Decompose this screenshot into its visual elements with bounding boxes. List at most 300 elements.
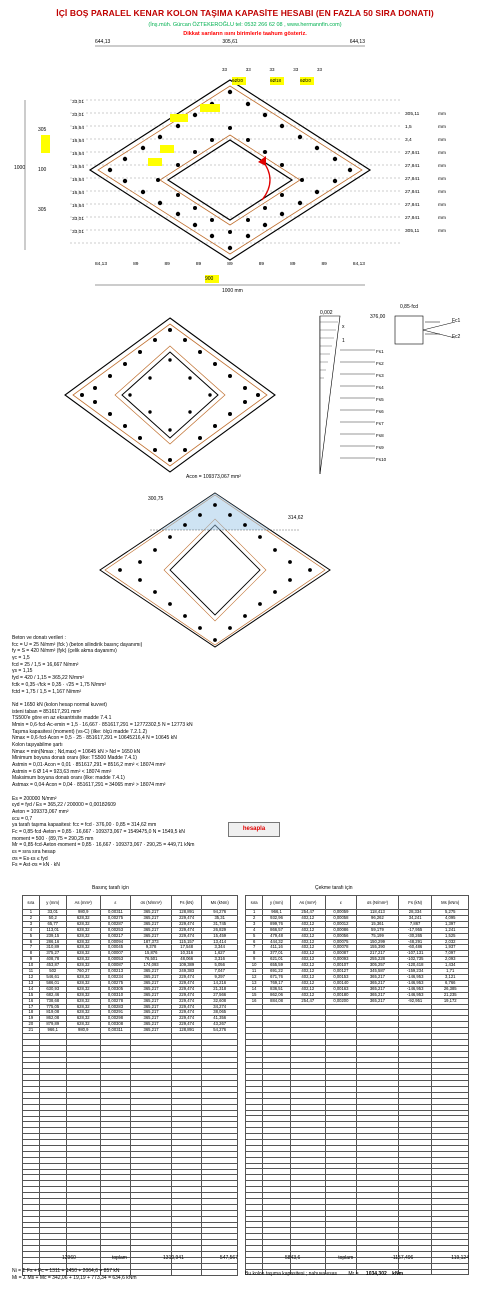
table-cell: 21,235 [432, 992, 469, 998]
table-cell: 966,1 [263, 910, 291, 916]
table-header-row [246, 896, 469, 910]
right-totals: 5843,6 toplam -1157,496 119,124 [285, 1255, 469, 1261]
table-cell: 13,414 [202, 939, 238, 945]
table-cell: 174,093 [131, 963, 172, 969]
table-cell: 0,00059 [325, 910, 356, 916]
table-cell: 884,08 [263, 998, 291, 1004]
column-header: sıra [246, 896, 263, 910]
table-cell: -159,234 [398, 969, 432, 975]
force-labels: Fs1 Fs2 Fs3 Fs4 Fs5 Fs6 Fs7 Fs8 Fs9 Fs10 [376, 349, 387, 462]
table-cell: 0,00140 [325, 980, 356, 986]
table-cell: 0,00078 [325, 945, 356, 951]
table-cell: 966,1 [39, 1028, 66, 1034]
table-cell: 402,12 [290, 939, 325, 945]
table-cell: 628,32 [66, 986, 100, 992]
table-cell: 628,32 [66, 951, 100, 957]
table-cell: 402,12 [290, 915, 325, 921]
right-dims: 305,11 1,5 3,4 27,841 27,841 27,841 27,841 27,841 27,841 305,11 [405, 112, 420, 234]
table-cell: 305,257 [357, 963, 399, 969]
table-cell: 75,199 [357, 933, 399, 939]
table-cell: 0,00200 [325, 998, 356, 1004]
table-cell [202, 1269, 238, 1275]
table-cell: 3,344 [202, 945, 238, 951]
table-cell: 365,217 [131, 969, 172, 975]
table-cell: 628,32 [66, 921, 100, 927]
warning-line: Dikkat sarıların ısını birimlerle taahum gösteriz. [183, 31, 307, 37]
table-cell: 0,00180 [325, 992, 356, 998]
table-cell: 365,217 [131, 933, 172, 939]
table-cell: 229,474 [171, 1022, 202, 1028]
table-cell: 377,01 [263, 951, 291, 957]
table-cell: 365,217 [131, 992, 172, 998]
table-cell: 27,566 [202, 992, 238, 998]
column-header: Ms (kNm) [432, 896, 469, 910]
table-cell: 0,00093 [325, 957, 356, 963]
right-table-title: Çekme tarafı için [315, 885, 353, 891]
table-cell: 229,474 [171, 986, 202, 992]
table-cell: 118,413 [357, 910, 399, 916]
table-cell: 586,01 [39, 980, 66, 986]
table-cell: 402,12 [290, 951, 325, 957]
concrete-area-label: Acon = 109373,067 mm² [186, 474, 241, 480]
table-cell: 2,032 [432, 939, 469, 945]
table-cell: 14 [23, 986, 40, 992]
table-cell: 0,00045 [100, 945, 131, 951]
table-cell: 760,27 [66, 969, 100, 975]
table-cell: 9 [246, 957, 263, 963]
table-cell [171, 1269, 202, 1275]
table-cell: 1 [246, 910, 263, 916]
table-cell: 21 [23, 1028, 40, 1034]
table-cell: 310,89 [39, 945, 66, 951]
table-cell: 3,121 [432, 974, 469, 980]
table-cell: 229,474 [171, 992, 202, 998]
table-cell: 453,87 [39, 963, 66, 969]
table-cell: 8 [23, 951, 40, 957]
table-cell: -30,265 [398, 933, 432, 939]
table-cell: 402,12 [290, 986, 325, 992]
table-cell: 7 [23, 945, 40, 951]
table-cell: 254,47 [290, 910, 325, 916]
table-cell: 9,297 [202, 974, 238, 980]
table-cell: 229,474 [171, 974, 202, 980]
table-cell: 365,217 [357, 992, 399, 998]
table-cell: 34,274 [202, 1004, 238, 1010]
tension-table [245, 895, 469, 1275]
column-header: Fs (kN) [171, 896, 202, 910]
top-dimensions: 644,13 305,61 644,13 [95, 39, 365, 45]
table-cell: 6 [23, 939, 40, 945]
table-cell: 402,12 [290, 927, 325, 933]
table-cell: -48,291 [398, 939, 432, 945]
top-bar-labels: 33 33 33 33 33 [222, 67, 322, 72]
table-cell: 365,217 [131, 998, 172, 1004]
table-cell: 738,68 [39, 998, 66, 1004]
table-cell: 0,00127 [325, 969, 356, 975]
table-cell: 0,00087 [325, 951, 356, 957]
table-cell: 0,00253 [100, 927, 131, 933]
table-cell: 41,356 [202, 1016, 238, 1022]
table-cell: -120,418 [398, 963, 432, 969]
column-header: y (mm) [39, 896, 66, 910]
table-cell: 20 [23, 1022, 40, 1028]
table-cell: 836,51 [263, 986, 291, 992]
table-cell: 0,00308 [100, 1022, 131, 1028]
table-cell: 402,12 [290, 933, 325, 939]
dim-a: 314,62 [288, 515, 304, 521]
table-cell: 402,12 [290, 974, 325, 980]
table-cell: 54,276 [202, 1028, 238, 1034]
table-cell: 502 [39, 969, 66, 975]
table-cell: 345,587 [357, 969, 399, 975]
table-cell: 682,46 [39, 992, 66, 998]
table-cell: 1,241 [432, 927, 469, 933]
table-cell: 11 [23, 969, 40, 975]
table-cell: 7,867 [398, 921, 432, 927]
table-cell: 0,00007 [100, 951, 131, 957]
table-cell: 128,891 [171, 910, 202, 916]
table-cell: 17,548 [171, 945, 202, 951]
table-cell: 15,459 [202, 933, 238, 939]
table-cell: 0,00275 [100, 915, 131, 921]
table-cell: 365,217 [357, 980, 399, 986]
left-height-label: 1000 [14, 165, 26, 171]
table-cell: 76,501 [131, 957, 172, 963]
table-cell: 365,217 [131, 910, 172, 916]
table-cell: 671,76 [263, 974, 291, 980]
table-cell: 109,389 [171, 963, 202, 969]
table-cell: 628,32 [66, 1004, 100, 1010]
table-cell: 217,217 [357, 951, 399, 957]
table-cell: 365,217 [131, 927, 172, 933]
table-cell: 0,00310 [100, 992, 131, 998]
table-cell: -107,131 [398, 951, 432, 957]
table-cell: 21,318 [202, 986, 238, 992]
table-cell: 408,78 [39, 957, 66, 963]
table-cell: 0,00086 [325, 927, 356, 933]
table-cell: 26,385 [432, 986, 469, 992]
table-cell: 365,217 [131, 1022, 172, 1028]
table-cell: 38,065 [202, 1010, 238, 1016]
column-header: As (mm²) [290, 896, 325, 910]
table-cell: 15,361 [357, 921, 399, 927]
table-cell: 980,9 [66, 1028, 100, 1034]
table-cell: 15 [23, 992, 40, 998]
table-cell: 65,77 [39, 921, 66, 927]
calculate-button[interactable]: hesapla [228, 822, 280, 837]
table-cell: 0,00107 [325, 963, 356, 969]
table-cell: 0,00094 [100, 939, 131, 945]
table-cell: 17 [23, 1004, 40, 1010]
table-cell: 1,71 [432, 969, 469, 975]
column-header: σs (N/mm²) [357, 896, 399, 910]
compression-table [22, 895, 238, 1276]
bottom-total: 1000 mm [222, 288, 243, 294]
table-cell: 239,15 [39, 933, 66, 939]
table-cell: 932,96 [263, 915, 291, 921]
table-cell: 33,01 [39, 910, 66, 916]
table-cell: 16 [246, 998, 263, 1004]
table-cell: 365,217 [131, 980, 172, 986]
table-cell: 365,217 [131, 921, 172, 927]
table-cell: 628,32 [66, 915, 100, 921]
table-cell: 769,17 [263, 980, 291, 986]
table-cell: -60,486 [398, 945, 432, 951]
table-cell: 32,608 [202, 998, 238, 1004]
dim-b: 300,75 [148, 496, 164, 502]
table-cell: 3,316 [202, 957, 238, 963]
table-cell: 31,745 [202, 921, 238, 927]
table-cell: 402,12 [290, 980, 325, 986]
table-cell: 35,31 [202, 915, 238, 921]
column-header: Ms (kNm) [202, 896, 238, 910]
table-cell: 365,217 [131, 1016, 172, 1022]
table-cell: 628,32 [66, 963, 100, 969]
table-cell: 229,474 [171, 915, 202, 921]
table-cell: -146,953 [398, 980, 432, 986]
table-cell: 0,00163 [325, 986, 356, 992]
table-cell: 43,267 [202, 1022, 238, 1028]
table-cell: 34,241 [398, 915, 432, 921]
left-table-title: Basınç tarafı için [92, 885, 129, 891]
table-cell: 621,01 [263, 957, 291, 963]
table-cell [131, 1269, 172, 1275]
table-cell: 0,00305 [100, 986, 131, 992]
table-cell: 628,32 [66, 933, 100, 939]
table-cell: 819,08 [39, 1010, 66, 1016]
table-cell: 15,876 [131, 951, 172, 957]
table-cell: 229,474 [171, 998, 202, 1004]
table-cell: 402,12 [290, 921, 325, 927]
column-header: sıra [23, 896, 40, 910]
table-cell: 0,00278 [100, 998, 131, 1004]
table-cell: 628,32 [66, 957, 100, 963]
table-cell: 628,32 [66, 980, 100, 986]
table-cell: 411,16 [263, 945, 291, 951]
table-cell: 155,390 [357, 945, 399, 951]
result-line: Bu kolon taşıma kapasitesi ; nahuva esas Mr = 1034,302 kNm [245, 1271, 404, 1277]
table-cell [398, 1269, 432, 1275]
left-big-dims: 305 100 305 [38, 127, 47, 213]
table-cell: 286,16 [39, 939, 66, 945]
table-cell: 0,00056 [325, 933, 356, 939]
table-cell: -146,953 [398, 974, 432, 980]
table-cell: 18 [23, 1010, 40, 1016]
table-cell: 365,217 [131, 915, 172, 921]
table-cell: 0,00213 [100, 969, 131, 975]
table-cell: 1 [23, 910, 40, 916]
table-cell: 0,00283 [100, 1004, 131, 1010]
table-cell: 1,434 [432, 963, 469, 969]
table-cell: 0,00234 [100, 974, 131, 980]
table-cell: 5 [23, 933, 40, 939]
table-cell: 115,157 [171, 939, 202, 945]
table-cell: 365,217 [357, 998, 399, 1004]
table-cell: 0,00291 [100, 1010, 131, 1016]
table-cell: 94,276 [202, 910, 238, 916]
table-cell: 4 [23, 927, 40, 933]
table-cell: 7,047 [202, 969, 238, 975]
table-cell: 862,08 [39, 1016, 66, 1022]
table-cell: 15 [246, 992, 263, 998]
table-cell: 0,00153 [325, 974, 356, 980]
table-cell: 479,48 [263, 933, 291, 939]
table-cell: 6,766 [432, 980, 469, 986]
table-cell: 7,097 [432, 951, 469, 957]
table-cell: 365,217 [357, 974, 399, 980]
footer-sums: Ni = Σ Fs + Fc = 1311 + 1450 + 2064,6 = 857 kN Mi = Σ Ms + Mc = 342,06 + 19,19 + 773,34 = 634,6 kNm [12, 1268, 137, 1281]
bottom-dims: 900 [205, 276, 214, 282]
table-cell: 4 [246, 927, 263, 933]
right-units: mm mm mm mm mm mm mm mm mm mm [438, 112, 446, 234]
table-cell: 14 [246, 986, 263, 992]
table-cell: 365,217 [131, 986, 172, 992]
table-cell: 16 [23, 998, 40, 1004]
table-cell: 691,22 [263, 969, 291, 975]
table-cell: 444,32 [263, 939, 291, 945]
left-row-dims: 33,01 33,01 16,64 16,64 16,64 16,64 16,64 16,64 16,64 33,01 33,01 [72, 100, 85, 235]
table-cell: 365,217 [131, 1004, 172, 1010]
table-cell: 402,12 [290, 945, 325, 951]
table-cell: 628,32 [66, 974, 100, 980]
column-header: ε [100, 896, 131, 910]
table-cell: 862,06 [263, 992, 291, 998]
table-cell: 899,76 [263, 921, 291, 927]
table-cell: 365,217 [357, 986, 399, 992]
table-cell: 365,217 [131, 974, 172, 980]
table-cell: 26,829 [202, 927, 238, 933]
table-cell: 628,32 [66, 927, 100, 933]
table-cell: 628,32 [66, 998, 100, 1004]
table-cell: 11 [246, 969, 263, 975]
table-cell: 229,474 [171, 933, 202, 939]
table-cell: 1,525 [432, 933, 469, 939]
table-cell: -92,951 [398, 998, 432, 1004]
table-cell: 1,937 [432, 945, 469, 951]
left-totals: 12960 toplam 1310,941 547,567 [62, 1255, 238, 1261]
table-cell: 229,474 [171, 1010, 202, 1016]
table-cell: 628,32 [66, 945, 100, 951]
table-cell: 10 [23, 963, 40, 969]
table-cell: 866,57 [263, 927, 291, 933]
table-cell: -102,735 [398, 957, 432, 963]
table-cell: -146,953 [398, 992, 432, 998]
table-cell: 0,00087 [100, 963, 131, 969]
table-cell: 0,00075 [325, 939, 356, 945]
table-cell: 775,05 [39, 1004, 66, 1010]
table-cell: 229,474 [171, 1004, 202, 1010]
input-block: Beton ve donatı verileri : fcc = U = 25 N/mm² (fck ) (beton silindirik basınç dayanımı) fy = S = 420 N/mm² (fyk) (çelik akma dayanımı) γc = 1,5 fcd = 25 / 1,5 = 16,667 N/mm² γs = 1,15 fyd = 420 / 1,15 = 365,22 N/mm² fctk = 0,35·√fck = 0,35 · √25 = 1,75 N/mm² fctd = 1,75 / 1,5 = 1,167 N/mm² Nd = 1650 kN (kolon hesap normal kuvvet) isteni taban = 851617,291 mm² TS500'e göre en az eksantrisite madde 7.4.1 Mmin = 0,6·fcd·Ac·emin = 1,5 · 16,667 · 851617,291 = 12772302,5 N = 12773 kN Taşıma kapasitesi (moment) (vs-C) (ilke: ölçü madde 7.2.1.2) Nmax = 0,6·fcd·Acon = 0,5 · 25 · 851617,291 = 10645216,4 N = 10645 kN Kolon taşıyabilme şartı Nmax = min(Nmax ; Nd,max) = 10645 kN > Nd = 1650 kN Minimum boyuna donatı oranı (ilke: TS500 Madde 7.4.1) Astmin = 0,01·Acon = 0,01 · 851617,291 = 8516,2 mm² < 18074 mm² Astmin = 6 Ø 14 = 923,63 mm² < 18074 mm² Maksimum boyuna donatı oranı (ilke: madde 7.4.1) Astmax = 0,04·Acon = 0,04 · 851617,291 = 34065 mm² > 18074 mm² Es = 200000 N/mm² εyd = fyd / Es = 365,22 / 200000 = 0,00182609 Aeton = 109373,067 mm² εcu = 0,7 ya tarafı taşıma kapasitesi: fcc = fcd · 376,00 · 0,85 = 314,62 mm Fc = 0,85·fcd·Aeton = 0,85 · 16,667 · 109373,067 = 1549475,0 N = 1549,5 kN moment = 500 · (89,75 = 290,25 mm Mr = 0,85·fcd·Aeton·moment = 0,85 · 16,667 · 109373,067 · 290,25 = 449,71 kNm εs = sıra sıra hesap σs = Es·εs ≤ fyd Fs = Ast·σs = kN · kN [12, 635, 195, 869]
table-cell: 3 [23, 921, 40, 927]
table-cell: 229,474 [171, 980, 202, 986]
table-cell: 630,93 [39, 986, 66, 992]
table-cell: 655,59 [263, 963, 291, 969]
table-cell: 0,00287 [100, 921, 131, 927]
table-cell: 48,066 [171, 957, 202, 963]
table-cell: 50,2 [39, 915, 66, 921]
table-cell: 402,12 [290, 957, 325, 963]
table-cell: 12 [246, 974, 263, 980]
table-cell: 0,00311 [100, 910, 131, 916]
column-header: y (mm) [263, 896, 291, 910]
table-cell: 19 [23, 1016, 40, 1022]
table-cell: 254,47 [290, 998, 325, 1004]
table-cell: -146,953 [398, 986, 432, 992]
table-cell: 402,12 [290, 969, 325, 975]
table-cell: 879,89 [39, 1022, 66, 1028]
table-cell: 249,383 [171, 969, 202, 975]
table-cell [432, 1269, 469, 1275]
table-cell: 546,61 [39, 974, 66, 980]
table-cell: 13 [23, 980, 40, 986]
table-cell: 255,228 [357, 957, 399, 963]
worksheet: İÇİ BOŞ PARALEL KENAR KOLON TAŞIMA KAPASİTE HESABI (EN FAZLA 50 SIRA DONATI) (İnş.müh. Gürcan ÖZTEKEROĞLU tel: 0532 266 62 08 , www.hermannfin.com) Dikkat sarıların ısını birimlerle taahum gösteriz. 644,13 305,61 644,13 33 33 33 33 33 6Ø20 6Ø18 6Ø20 33,01 33,01 16,64 16,64 16,64 16,64 16,64 16,64 16,64 33,01 33,01 305 100 305 1000 305,11 1,5 3,4 27,841 27,841 27,841 27,841 27,841 27,841 305,11 mm mm mm mm mm mm mm mm mm mm 84,13 89 89 89 89 89 89 89 84,13 900 1000 mm 0,002 x 1 376,00 0,85·fcd Fc1 Fc2 Fs1 Fs2 Fs3 Fs4 Fs5 Fs6 Fs7 Fs8 Fs9 Fs10 Acon = 109373,067 mm² 300,75 314,62 Beton ve donatı verileri : fcc = U = 25 N/mm² (fck ) (beton silindirik basınç dayanımı) fy = S = 420 N/mm² (fyk) (çelik akma dayanımı) γc = 1,5 fcd = 25 / 1,5 = 16,667 N/mm² γs = 1,15 fyd = 420 / 1,15 = 365,22 N/mm² fctk = 0,35·√fck = 0,35 · √25 = 1,75 N/mm² fctd = 1,75 / 1,5 = 1,167 N/mm² Nd = 1650 kN (kolon hesap normal kuvvet) isteni taban = 851617,291 mm² TS500'e göre en az eksantrisite madde 7.4.1 Mmin = 0,6·fcd·Ac·emin = 1,5 · 16,667 · 851617,291 = 12772302,5 N = 12773 kN Taşıma kapasitesi (moment) (vs-C) (ilke: ölçü madde 7.2.1.2) Nmax = 0,6·fcd·Acon = 0,5 · 25 · 851617,291 = 10645216,4 N = 10645 kN Kolon taşıyabilme şartı Nmax = min(Nmax ; Nd,max) = 10645 kN > Nd = 1650 kN Minimum boyuna donatı oranı (ilke: TS500 Madde 7.4.1) Astmin = 0,01·Acon = 0,01 · 851617,291 = 8516,2 mm² < 18074 mm² Astmin = 6 Ø 14 = 923,63 mm² < 18074 mm² Maksimum boyuna donatı oranı (ilke: madde 7.4.1) Astmax = 0,04·Acon = 0,04 · 851617,291 = 34065 mm² > 18074 mm² Es = 200000 N/mm² εyd = fyd / Es = 365,22 / 200000 = 0,00182609 Aeton = 109373,067 mm² εcu = 0,7 ya tarafı taşıma kapasitesi: fcc = fcd · 376,00 · 0,85 = 314,62 mm Fc = 0,85·fcd·Aeton = 0,85 · 16,667 · 109373,067 = 1549475,0 N = 1549,5 kN moment = 500 · (89,75 = 290,25 mm Mr = 0,85·fcd·Aeton·moment = 0,85 · 16,667 · 109373,067 · 290,25 = 449,71 kNm εs = sıra sıra hesap σs = Es·εs ≤ fyd Fs = Ast·σs = kN · kN hesapla Basınç tarafı için Çekme tarafı için sıra y (mm) As (mm²) ε σs (N/mm²) Fs (kN) Ms (kNm) 1 33,01 980,9 0,00311 365,217 128,891 94,276 2 50,2 628,32 0,00275 365,217 229,474 35,31 3 65,77 628,32 0,00287 365,217 229,474 31,745 4 113,01 628,32 0,00253 365,217 229,474 26,829 5 239,15 628,32 0,00217 365,217 229,474 15,459 6 286,16 628,32 0,00094 187,373 115,157 13,414 7 310,89 628,32 0,00045 9,378 17,548 3,344 8 375,27 628,32 0,00007 15,876 10,316 1,627 9 408,78 628,32 0,00053 76,501 48,066 3,316 10 453,87 628,32 0,00087 174,093 109,389 5,056 11 502 760,27 0,00213 365,217 249,383 7,047 12 546,61 628,32 0,00234 365,217 229,474 9,297 13 586,01 628,32 0,00275 365,217 229,474 14,216 14 630,93 628,32 0,00305 365,217 229,474 21,318 15 682,46 628,32 0,00310 365,217 229,474 27,566 16 738,68 628,32 0,00278 365,217 229,474 32,608 17 775,05 628,32 0,00283 365,217 229,474 34,274 18 819,08 628,32 0,00291 365,217 229,474 38,065 19 862,08 628,32 0,00298 365,217 229,474 41,356 20 879,89 628,32 0,00308 365,217 229,474 43,267 21 966,1 980,9 0,00311 365,217 128,891 54,276 sıra y (mm) As (mm²) ε σs (N/mm²) Fs (kN) Ms (kNm) 1 966,1 254,47 0,00059 118,413 28,334 5,275 2 932,96 402,12 0,00058 96,262 34,241 4,095 3 899,76 402,12 0,00012 15,361 7,867 1,397 4 866,57 402,12 0,00086 59,179 -17,955 1,241 5 479,48 402,12 0,00056 75,199 -30,265 1,525 6 444,32 402,12 0,00075 150,299 -48,291 2,032 7 411,16 402,12 0,00078 155,390 -60,486 1,937 8 377,01 402,12 0,00087 217,217 -107,131 7,097 9 621,01 402,12 0,00093 255,228 -102,735 2,093 10 655,59 402,12 0,00107 305,257 -120,418 1,434 11 691,22 402,12 0,00127 345,587 -159,234 1,71 12 671,76 402,12 0,00153 365,217 -146,953 3,121 13 769,17 402,12 0,00140 365,217 -146,953 6,766 14 836,51 402,12 0,00163 365,217 -146,953 26,385 15 862,06 402,12 0,00180 365,217 -146,953 21,235 16 884,08 254,47 0,00200 365,217 -92,951 19,172 12960 toplam 1310,941 547,567 5843,6 toplam -1157,496 119,124 Ni = Σ Fs + Fc = 1311 + 1450 + 2064,6 = 857 kN Mi = Σ Ms + Mc = 342,06 + 19,19 + 773,34 = 634,6 kNm Bu kolon taşıma kapasitesi ; nahuva esas Mr = 1034,302 kNm [0, 0, 490, 1291]
table-cell: 402,12 [290, 992, 325, 998]
table-cell: 628,32 [66, 1016, 100, 1022]
table-cell: 980,9 [66, 910, 100, 916]
table-header-row [23, 896, 238, 910]
table-cell: 4,095 [432, 915, 469, 921]
table-cell: 628,32 [66, 992, 100, 998]
column-header: As (mm²) [66, 896, 100, 910]
table-cell: 8 [246, 951, 263, 957]
table-cell: 10 [246, 963, 263, 969]
table-cell: 1,397 [432, 921, 469, 927]
table-cell: 0,00012 [325, 921, 356, 927]
table-cell: 187,373 [131, 939, 172, 945]
table-cell: 628,32 [66, 939, 100, 945]
author-line: (İnş.müh. Gürcan ÖZTEKEROĞLU tel: 0532 266 62 08 , www.hermannfin.com) [148, 22, 342, 28]
table-cell: 365,217 [131, 1010, 172, 1016]
table-cell: 59,179 [357, 927, 399, 933]
table-cell: 2,093 [432, 957, 469, 963]
table-cell: 6 [246, 939, 263, 945]
table-cell: -17,955 [398, 927, 432, 933]
table-cell: 113,01 [39, 927, 66, 933]
column-header: Fs (kN) [398, 896, 432, 910]
page-title: İÇİ BOŞ PARALEL KENAR KOLON TAŞIMA KAPASİTE HESABI (EN FAZLA 50 SIRA DONATI) [56, 8, 434, 18]
table-cell: 5 [246, 933, 263, 939]
table-cell: 14,216 [202, 980, 238, 986]
table-cell: 229,474 [171, 921, 202, 927]
table-cell: 9 [23, 957, 40, 963]
table-cell: 5,056 [202, 963, 238, 969]
table-cell: 5,275 [432, 910, 469, 916]
table-cell: 0,00217 [100, 933, 131, 939]
table-cell: 13 [246, 980, 263, 986]
table-cell: 628,32 [66, 1010, 100, 1016]
table-cell: 9,378 [131, 945, 172, 951]
table-cell: 2 [23, 915, 40, 921]
table-cell: 402,12 [290, 963, 325, 969]
table-cell: 3 [246, 921, 263, 927]
table-cell: 10,316 [171, 951, 202, 957]
table-cell: 150,299 [357, 939, 399, 945]
table-cell: 96,262 [357, 915, 399, 921]
table-cell: 28,334 [398, 910, 432, 916]
table-cell: 19,172 [432, 998, 469, 1004]
table-cell: 0,00311 [100, 1028, 131, 1034]
table-cell: 628,32 [66, 1022, 100, 1028]
table-cell: 0,00298 [100, 1016, 131, 1022]
table-cell: 0,00053 [100, 957, 131, 963]
table-cell: 229,474 [171, 927, 202, 933]
table-cell: 2 [246, 915, 263, 921]
table-cell: 0,00058 [325, 915, 356, 921]
table-cell: 0,00275 [100, 980, 131, 986]
table-cell: 7 [246, 945, 263, 951]
table-cell: 128,891 [171, 1028, 202, 1034]
